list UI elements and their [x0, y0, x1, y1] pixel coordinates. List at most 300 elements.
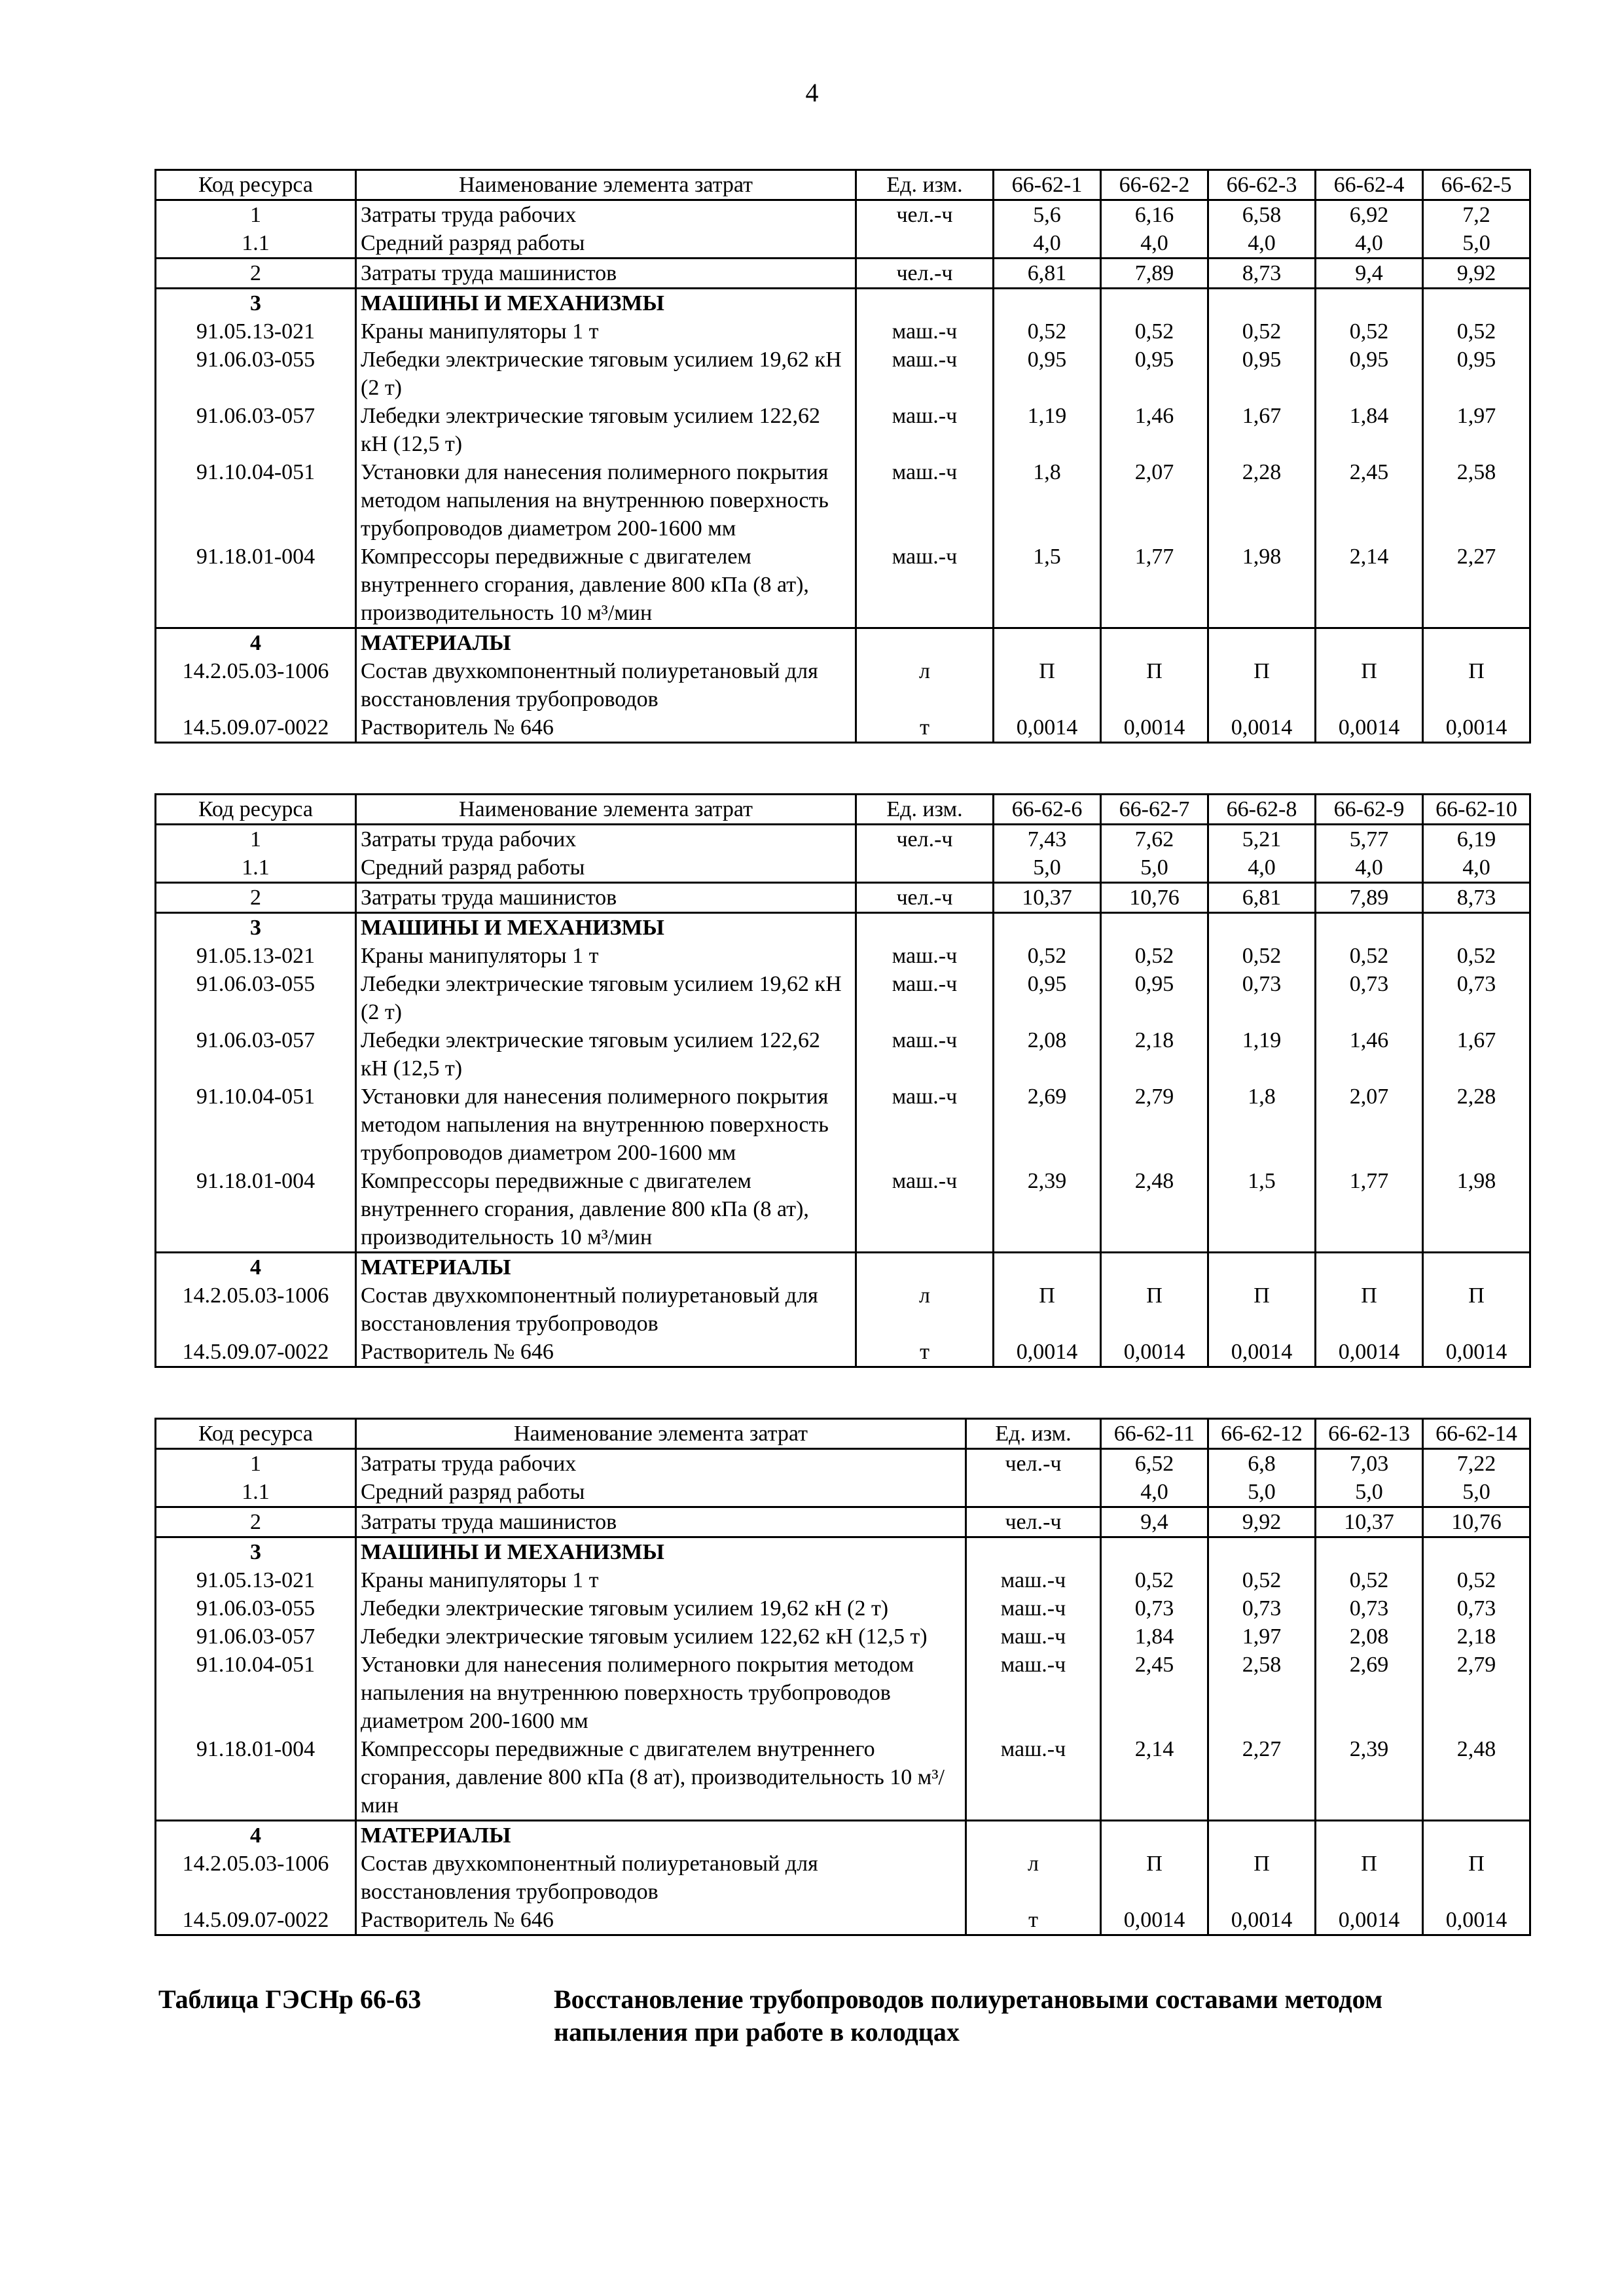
header-col: 66-62-8: [1208, 795, 1316, 825]
value-cell: 2,39: [1316, 1735, 1423, 1821]
value-cell: 0,0014: [1423, 713, 1530, 743]
value-cell: 2,28: [1208, 458, 1316, 543]
value-cell: 0,0014: [1423, 1338, 1530, 1367]
table-row: [156, 1478, 1530, 1507]
value-cell: 5,0: [1423, 1478, 1530, 1507]
table-row: [156, 346, 1530, 402]
resource-code: 91.05.13-021: [156, 1566, 356, 1594]
table-row: [156, 200, 1530, 230]
header-unit: Ед. изм.: [856, 170, 994, 200]
value-cell: 7,89: [1316, 883, 1423, 913]
value-cell: 1,77: [1101, 543, 1208, 628]
unit-of-measure: [856, 1253, 994, 1282]
header-name: Наименование элемента затрат: [356, 795, 856, 825]
value-cell: 2,28: [1423, 1083, 1530, 1167]
unit-of-measure: чел.-ч: [856, 259, 994, 289]
header-code: Код ресурса: [156, 170, 356, 200]
table-row: [156, 913, 1530, 942]
cost-element-name: МАШИНЫ И МЕХАНИЗМЫ: [356, 913, 856, 942]
table-row: [156, 883, 1530, 913]
value-cell: 0,95: [994, 346, 1101, 402]
value-cell: [1423, 628, 1530, 658]
value-cell: 2,45: [1316, 458, 1423, 543]
table-row: [156, 1507, 1530, 1537]
value-cell: 0,73: [1423, 1594, 1530, 1623]
resource-code: 91.05.13-021: [156, 317, 356, 346]
unit-of-measure: маш.-ч: [856, 942, 994, 970]
value-cell: П: [1208, 1850, 1316, 1906]
table-row: [156, 825, 1530, 854]
cost-element-name: МАТЕРИАЛЫ: [356, 1253, 856, 1282]
unit-of-measure: л: [856, 657, 994, 713]
header-col: 66-62-11: [1101, 1419, 1208, 1449]
unit-of-measure: [856, 913, 994, 942]
table-row: [156, 1623, 1530, 1651]
resource-code: 14.5.09.07-0022: [156, 1338, 356, 1367]
resource-code: 91.06.03-055: [156, 1594, 356, 1623]
table-row: [156, 543, 1530, 628]
value-cell: 0,95: [1101, 970, 1208, 1026]
table-row: [156, 1449, 1530, 1479]
unit-of-measure: маш.-ч: [966, 1566, 1101, 1594]
table-caption-title: Восстановление трубопроводов полиуретановыми составами методом напыления при работе в колодцах: [554, 1984, 1383, 2047]
value-cell: 2,07: [1316, 1083, 1423, 1167]
unit-of-measure: л: [856, 1282, 994, 1338]
value-cell: П: [1101, 657, 1208, 713]
table-row: [156, 1850, 1530, 1906]
unit-of-measure: [856, 853, 994, 883]
value-cell: 1,98: [1423, 1167, 1530, 1253]
cost-element-name: Затраты труда машинистов: [356, 259, 856, 289]
value-cell: 10,76: [1423, 1507, 1530, 1537]
unit-of-measure: л: [966, 1850, 1101, 1906]
header-col: 66-62-13: [1316, 1419, 1423, 1449]
table-row: [156, 628, 1530, 658]
value-cell: 5,0: [994, 853, 1101, 883]
value-cell: 0,73: [1423, 970, 1530, 1026]
value-cell: [1101, 1253, 1208, 1282]
value-cell: 8,73: [1208, 259, 1316, 289]
header-col: 66-62-4: [1316, 170, 1423, 200]
value-cell: 0,0014: [1423, 1906, 1530, 1935]
unit-of-measure: маш.-ч: [856, 543, 994, 628]
value-cell: 0,0014: [1316, 1338, 1423, 1367]
value-cell: 5,0: [1101, 853, 1208, 883]
unit-of-measure: маш.-ч: [856, 1083, 994, 1167]
value-cell: [1423, 913, 1530, 942]
value-cell: 4,0: [1316, 853, 1423, 883]
value-cell: 0,0014: [1208, 1906, 1316, 1935]
resource-code: 14.2.05.03-1006: [156, 1282, 356, 1338]
value-cell: 0,0014: [1316, 1906, 1423, 1935]
table-caption-label: Таблица ГЭСНр 66-63: [158, 1984, 422, 2014]
header-unit: Ед. изм.: [966, 1419, 1101, 1449]
value-cell: 1,46: [1101, 402, 1208, 458]
value-cell: [1423, 1537, 1530, 1567]
unit-of-measure: маш.-ч: [966, 1594, 1101, 1623]
table-row: [156, 1253, 1530, 1282]
value-cell: 0,95: [1208, 346, 1316, 402]
resource-table-3: [154, 1418, 1531, 1936]
value-cell: 7,03: [1316, 1449, 1423, 1479]
value-cell: 0,0014: [1101, 713, 1208, 743]
cost-element-name: Затраты труда рабочих: [356, 1449, 966, 1479]
resource-code: 91.06.03-057: [156, 402, 356, 458]
value-cell: 4,0: [1423, 853, 1530, 883]
cost-element-name: Лебедки электрические тяговым усилием 122,62 кН (12,5 т): [356, 1026, 856, 1083]
value-cell: 0,0014: [1316, 713, 1423, 743]
header-name: Наименование элемента затрат: [356, 170, 856, 200]
value-cell: 0,0014: [994, 1338, 1101, 1367]
value-cell: 2,69: [994, 1083, 1101, 1167]
value-cell: 1,19: [1208, 1026, 1316, 1083]
value-cell: [1316, 289, 1423, 318]
value-cell: 2,18: [1101, 1026, 1208, 1083]
value-cell: 2,48: [1423, 1735, 1530, 1821]
header-col: 66-62-10: [1423, 795, 1530, 825]
resource-code: 14.2.05.03-1006: [156, 657, 356, 713]
value-cell: 0,73: [1101, 1594, 1208, 1623]
unit-of-measure: чел.-ч: [856, 825, 994, 854]
header-col: 66-62-1: [994, 170, 1101, 200]
value-cell: П: [1316, 657, 1423, 713]
value-cell: 1,98: [1208, 543, 1316, 628]
header-col: 66-62-3: [1208, 170, 1316, 200]
resource-code: 91.05.13-021: [156, 942, 356, 970]
resource-code: 14.2.05.03-1006: [156, 1850, 356, 1906]
value-cell: 2,27: [1423, 543, 1530, 628]
value-cell: [1316, 913, 1423, 942]
value-cell: П: [1423, 1850, 1530, 1906]
value-cell: П: [1101, 1850, 1208, 1906]
cost-element-name: Затраты труда машинистов: [356, 1507, 966, 1537]
value-cell: 0,95: [1316, 346, 1423, 402]
header-col: 66-62-2: [1101, 170, 1208, 200]
value-cell: [1316, 1821, 1423, 1850]
cost-element-name: Затраты труда рабочих: [356, 825, 856, 854]
value-cell: 5,77: [1316, 825, 1423, 854]
value-cell: 0,73: [1316, 970, 1423, 1026]
value-cell: 0,0014: [1208, 713, 1316, 743]
value-cell: П: [994, 1282, 1101, 1338]
value-cell: 6,81: [1208, 883, 1316, 913]
value-cell: 0,52: [1101, 317, 1208, 346]
cost-element-name: Лебедки электрические тяговым усилием 122,62 кН (12,5 т): [356, 402, 856, 458]
value-cell: 1,67: [1208, 402, 1316, 458]
value-cell: 1,97: [1423, 402, 1530, 458]
value-cell: 2,18: [1423, 1623, 1530, 1651]
unit-of-measure: т: [966, 1906, 1101, 1935]
value-cell: 0,0014: [1101, 1338, 1208, 1367]
table-row: [156, 1906, 1530, 1935]
unit-of-measure: т: [856, 713, 994, 743]
table-row: [156, 1026, 1530, 1083]
value-cell: 1,8: [1208, 1083, 1316, 1167]
value-cell: 10,37: [1316, 1507, 1423, 1537]
value-cell: 7,43: [994, 825, 1101, 854]
cost-element-name: Установки для нанесения полимерного покрытия методом напыления на внутреннюю поверхность трубопроводов диаметром 200-1600 мм: [356, 1651, 966, 1735]
value-cell: 0,73: [1208, 970, 1316, 1026]
unit-of-measure: чел.-ч: [856, 200, 994, 230]
value-cell: 6,52: [1101, 1449, 1208, 1479]
value-cell: 0,95: [1101, 346, 1208, 402]
value-cell: 7,89: [1101, 259, 1208, 289]
value-cell: 0,52: [1316, 317, 1423, 346]
cost-element-name: Средний разряд работы: [356, 229, 856, 259]
cost-element-name: Краны манипуляторы 1 т: [356, 1566, 966, 1594]
table-row: [156, 1821, 1530, 1850]
resource-code: 1.1: [156, 229, 356, 259]
unit-of-measure: маш.-ч: [856, 458, 994, 543]
cost-element-name: Затраты труда рабочих: [356, 200, 856, 230]
resource-table-2: [154, 793, 1531, 1368]
cost-element-name: МАШИНЫ И МЕХАНИЗМЫ: [356, 1537, 966, 1567]
cost-element-name: Компрессоры передвижные с двигателем внутреннего сгорания, давление 800 кПа (8 ат), производительность 10 м³/мин: [356, 1167, 856, 1253]
resource-code: 14.5.09.07-0022: [156, 713, 356, 743]
value-cell: П: [1101, 1282, 1208, 1338]
table-row: [156, 1537, 1530, 1567]
value-cell: 7,22: [1423, 1449, 1530, 1479]
table-row: [156, 942, 1530, 970]
unit-of-measure: чел.-ч: [966, 1449, 1101, 1479]
table-row: [156, 289, 1530, 318]
value-cell: [1208, 1537, 1316, 1567]
value-cell: 0,52: [1423, 317, 1530, 346]
table-row: [156, 1167, 1530, 1253]
value-cell: [1101, 913, 1208, 942]
value-cell: 2,79: [1423, 1651, 1530, 1735]
unit-of-measure: [966, 1821, 1101, 1850]
value-cell: [1316, 628, 1423, 658]
unit-of-measure: маш.-ч: [966, 1735, 1101, 1821]
value-cell: 8,73: [1423, 883, 1530, 913]
value-cell: 7,2: [1423, 200, 1530, 230]
unit-of-measure: маш.-ч: [856, 346, 994, 402]
value-cell: 0,95: [1423, 346, 1530, 402]
resource-code: 4: [156, 1253, 356, 1282]
value-cell: 9,4: [1316, 259, 1423, 289]
table-row: [156, 1566, 1530, 1594]
value-cell: 6,16: [1101, 200, 1208, 230]
value-cell: [1423, 1821, 1530, 1850]
resource-code: 3: [156, 1537, 356, 1567]
table-row: [156, 1083, 1530, 1167]
cost-element-name: Установки для нанесения полимерного покрытия методом напыления на внутреннюю поверхность трубопроводов диаметром 200-1600 мм: [356, 458, 856, 543]
table-row: [156, 970, 1530, 1026]
cost-element-name: Лебедки электрические тяговым усилием 19,62 кН (2 т): [356, 346, 856, 402]
value-cell: 0,52: [1316, 1566, 1423, 1594]
cost-element-name: Средний разряд работы: [356, 853, 856, 883]
resource-code: 3: [156, 289, 356, 318]
header-unit: Ед. изм.: [856, 795, 994, 825]
value-cell: [1208, 1821, 1316, 1850]
value-cell: [1423, 289, 1530, 318]
value-cell: 1,46: [1316, 1026, 1423, 1083]
value-cell: 4,0: [994, 229, 1101, 259]
value-cell: 2,07: [1101, 458, 1208, 543]
value-cell: 4,0: [1101, 229, 1208, 259]
value-cell: [1101, 628, 1208, 658]
table-row: [156, 713, 1530, 743]
value-cell: [1423, 1253, 1530, 1282]
value-cell: 5,6: [994, 200, 1101, 230]
value-cell: [1208, 628, 1316, 658]
value-cell: 1,77: [1316, 1167, 1423, 1253]
header-col: 66-62-14: [1423, 1419, 1530, 1449]
value-cell: 2,39: [994, 1167, 1101, 1253]
cost-element-name: Краны манипуляторы 1 т: [356, 317, 856, 346]
table-row: [156, 317, 1530, 346]
cost-element-name: МАШИНЫ И МЕХАНИЗМЫ: [356, 289, 856, 318]
value-cell: [1316, 1537, 1423, 1567]
resource-code: 1.1: [156, 1478, 356, 1507]
cost-element-name: Затраты труда машинистов: [356, 883, 856, 913]
unit-of-measure: [856, 289, 994, 318]
table-row: [156, 1338, 1530, 1367]
value-cell: 0,0014: [994, 713, 1101, 743]
value-cell: 1,67: [1423, 1026, 1530, 1083]
cost-element-name: Лебедки электрические тяговым усилием 122,62 кН (12,5 т): [356, 1623, 966, 1651]
value-cell: П: [1316, 1850, 1423, 1906]
table-header-row: [156, 1419, 1530, 1449]
value-cell: 1,5: [1208, 1167, 1316, 1253]
cost-element-name: МАТЕРИАЛЫ: [356, 628, 856, 658]
value-cell: 1,84: [1101, 1623, 1208, 1651]
unit-of-measure: маш.-ч: [856, 402, 994, 458]
value-cell: 4,0: [1208, 229, 1316, 259]
resource-code: 4: [156, 1821, 356, 1850]
value-cell: 2,08: [994, 1026, 1101, 1083]
resource-code: 2: [156, 883, 356, 913]
table-row: [156, 1651, 1530, 1735]
resource-code: 2: [156, 1507, 356, 1537]
cost-element-name: Средний разряд работы: [356, 1478, 966, 1507]
table-row: [156, 458, 1530, 543]
resource-code: 91.06.03-055: [156, 970, 356, 1026]
unit-of-measure: [966, 1478, 1101, 1507]
resource-code: 91.10.04-051: [156, 1651, 356, 1735]
table-row: [156, 853, 1530, 883]
cost-element-name: Растворитель № 646: [356, 713, 856, 743]
value-cell: 6,8: [1208, 1449, 1316, 1479]
page-number: 4: [805, 78, 819, 107]
value-cell: 2,14: [1101, 1735, 1208, 1821]
unit-of-measure: маш.-ч: [856, 1026, 994, 1083]
value-cell: [994, 289, 1101, 318]
value-cell: 5,0: [1208, 1478, 1316, 1507]
value-cell: 1,19: [994, 402, 1101, 458]
unit-of-measure: маш.-ч: [856, 1167, 994, 1253]
unit-of-measure: маш.-ч: [856, 317, 994, 346]
table-header-row: [156, 170, 1530, 200]
value-cell: [994, 913, 1101, 942]
cost-element-name: Состав двухкомпонентный полиуретановый для восстановления трубопроводов: [356, 1850, 966, 1906]
cost-element-name: Компрессоры передвижные с двигателем внутреннего сгорания, давление 800 кПа (8 ат), производительность 10 м³/мин: [356, 543, 856, 628]
value-cell: 2,58: [1423, 458, 1530, 543]
value-cell: [994, 628, 1101, 658]
value-cell: 5,0: [1423, 229, 1530, 259]
value-cell: [1208, 289, 1316, 318]
value-cell: П: [1208, 1282, 1316, 1338]
cost-element-name: МАТЕРИАЛЫ: [356, 1821, 966, 1850]
header-code: Код ресурса: [156, 795, 356, 825]
value-cell: П: [1423, 657, 1530, 713]
resource-code: 91.18.01-004: [156, 1167, 356, 1253]
value-cell: [1208, 1253, 1316, 1282]
unit-of-measure: чел.-ч: [966, 1507, 1101, 1537]
value-cell: П: [1208, 657, 1316, 713]
value-cell: 2,08: [1316, 1623, 1423, 1651]
value-cell: 9,92: [1208, 1507, 1316, 1537]
cost-element-name: Лебедки электрические тяговым усилием 19,62 кН (2 т): [356, 970, 856, 1026]
value-cell: 7,62: [1101, 825, 1208, 854]
table-row: [156, 229, 1530, 259]
cost-element-name: Лебедки электрические тяговым усилием 19,62 кН (2 т): [356, 1594, 966, 1623]
header-col: 66-62-6: [994, 795, 1101, 825]
header-code: Код ресурса: [156, 1419, 356, 1449]
resource-code: 1: [156, 200, 356, 230]
value-cell: 5,0: [1316, 1478, 1423, 1507]
value-cell: 2,27: [1208, 1735, 1316, 1821]
value-cell: [1316, 1253, 1423, 1282]
value-cell: 6,92: [1316, 200, 1423, 230]
value-cell: 4,0: [1101, 1478, 1208, 1507]
resource-code: 91.06.03-055: [156, 346, 356, 402]
value-cell: 1,97: [1208, 1623, 1316, 1651]
header-name: Наименование элемента затрат: [356, 1419, 966, 1449]
resource-code: 1.1: [156, 853, 356, 883]
cost-element-name: Краны манипуляторы 1 т: [356, 942, 856, 970]
value-cell: [994, 1253, 1101, 1282]
value-cell: 2,58: [1208, 1651, 1316, 1735]
value-cell: 0,52: [1423, 1566, 1530, 1594]
value-cell: 0,52: [1208, 317, 1316, 346]
resource-code: 91.10.04-051: [156, 1083, 356, 1167]
value-cell: 0,73: [1316, 1594, 1423, 1623]
value-cell: 2,45: [1101, 1651, 1208, 1735]
unit-of-measure: маш.-ч: [966, 1623, 1101, 1651]
cost-element-name: Установки для нанесения полимерного покрытия методом напыления на внутреннюю поверхность трубопроводов диаметром 200-1600 мм: [356, 1083, 856, 1167]
value-cell: 0,52: [1101, 1566, 1208, 1594]
resource-code: 4: [156, 628, 356, 658]
cost-element-name: Состав двухкомпонентный полиуретановый для восстановления трубопроводов: [356, 657, 856, 713]
value-cell: П: [1316, 1282, 1423, 1338]
cost-element-name: Растворитель № 646: [356, 1338, 856, 1367]
value-cell: 0,52: [1316, 942, 1423, 970]
value-cell: [1101, 1537, 1208, 1567]
value-cell: 1,84: [1316, 402, 1423, 458]
cost-element-name: Растворитель № 646: [356, 1906, 966, 1935]
header-col: 66-62-9: [1316, 795, 1423, 825]
value-cell: 0,52: [994, 942, 1101, 970]
value-cell: [1208, 913, 1316, 942]
unit-of-measure: [966, 1537, 1101, 1567]
value-cell: П: [994, 657, 1101, 713]
resource-table-1: [154, 169, 1531, 744]
value-cell: 0,0014: [1101, 1906, 1208, 1935]
value-cell: 9,92: [1423, 259, 1530, 289]
value-cell: 0,52: [1208, 1566, 1316, 1594]
value-cell: 0,52: [994, 317, 1101, 346]
value-cell: 2,48: [1101, 1167, 1208, 1253]
value-cell: 0,73: [1208, 1594, 1316, 1623]
value-cell: [1101, 289, 1208, 318]
value-cell: 0,95: [994, 970, 1101, 1026]
value-cell: 2,79: [1101, 1083, 1208, 1167]
table-row: [156, 1594, 1530, 1623]
unit-of-measure: маш.-ч: [966, 1651, 1101, 1735]
value-cell: 10,76: [1101, 883, 1208, 913]
